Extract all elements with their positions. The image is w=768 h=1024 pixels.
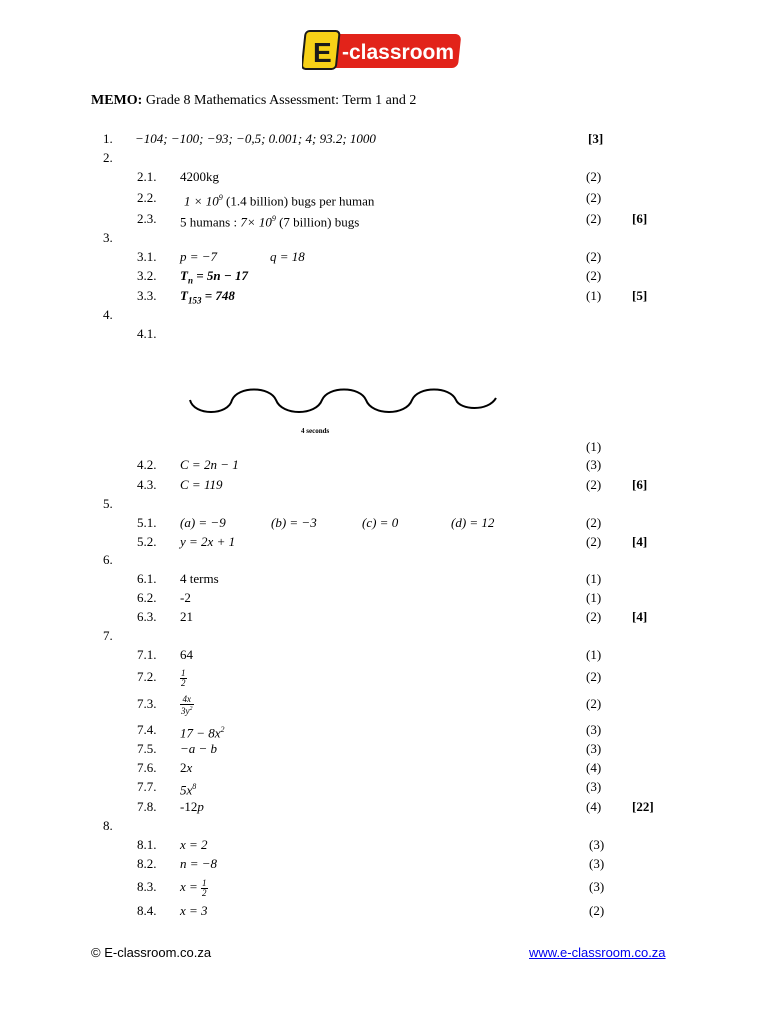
question-1-row [0,130,768,148]
item-7-2: 7.2. $\frac{1}{2}$ (2) [137,667,602,688]
item-8-1: 8.1. x = 2 (3) [137,837,605,852]
item-8-2: 8.2. n = −8 (3) [137,856,605,871]
question-total: [6] [632,211,648,226]
item-6-1: 6.1. 4 terms (1) [137,571,602,586]
item-4-3: 4.3. C = 119 (2) [6] [137,477,648,492]
item-5-1: 5.1. (a) = −9 (b) = −3 (c) = 0 (d) = 12 (2) [137,515,602,530]
question-total: [22] [632,799,654,814]
page-title: MEMO: Grade 8 Mathematics Assessment: Term 1 and 2 [91,93,417,108]
item-7-1: 7.1. 64 (1) [137,647,602,662]
item-8-3: 8.3. x = $\frac{1}{2}$ (3) [137,877,605,898]
question-4-header: 4. [103,307,113,322]
item-7-3: 7.3. $\frac{4x}{3y^2}$ (2) [137,694,602,716]
question-total: [4] [632,609,648,624]
item-4-1: 4.1. [137,326,157,341]
footer-website-link[interactable]: www.e-classroom.co.za [529,945,666,960]
item-2-3: 2.3. 5 humans : $7\times 10^9$ (7 billion) bugs (2) [6] [137,211,648,230]
wave-label: 4 seconds [301,427,330,435]
question-6-header: 6. [103,552,113,567]
answer: −104; −100; −93; −0,5; 0.001; 4; 93.2; 1000 [135,131,376,146]
item-6-3: 6.3. 21 (2) [4] [137,609,648,624]
svg-text:E: E [313,37,332,68]
svg-text:-classroom: -classroom [342,41,455,64]
e-classroom-logo [302,28,464,74]
item-3-3: 3.3. $T_{153} = 748$ (1) [5] [137,288,648,306]
item-7-6: 7.6. 2x (4) [137,760,602,775]
question-number: 1. [103,131,113,146]
question-7-header: 7. [103,628,113,643]
question-5-header: 5. [103,496,113,511]
question-2-header: 2. [103,150,113,165]
footer-copyright: © E-classroom.co.za [91,945,212,960]
question-total: [4] [632,534,648,549]
item-3-2: 3.2. $T_n = 5n - 17$ (2) [137,268,602,286]
item-7-5: 7.5. −a − b (3) [137,741,602,756]
item-7-4: 7.4. $17 - 8x^2$ (3) [137,722,602,741]
item-6-2: 6.2. -2 (1) [137,590,602,605]
item-7-7: 7.7. $5x^8$ (3) [137,779,602,798]
item-2-1: 2.1. 4200kg (2) [137,169,602,184]
question-8-header: 8. [103,818,113,833]
item-4-1-mark: (1) [586,439,602,454]
item-2-2: 2.2. $1 \times 10^9$ (1.4 billion) bugs per human (2) [137,190,602,209]
item-8-4: 8.4. x = 3 (2) [137,903,605,918]
question-total: [5] [632,288,648,303]
item-5-2: 5.2. y = 2x + 1 (2) [4] [137,534,648,549]
question-total: [6] [632,477,648,492]
item-4-2: 4.2. C = 2n − 1 (3) [137,457,602,472]
question-total: [3] [588,131,604,146]
item-7-8: 7.8. -12p (4) [22] [137,799,654,814]
question-3-header: 3. [103,230,113,245]
wave-diagram [188,384,500,418]
item-3-1: 3.1. p = −7 q = 18 (2) [137,249,602,264]
